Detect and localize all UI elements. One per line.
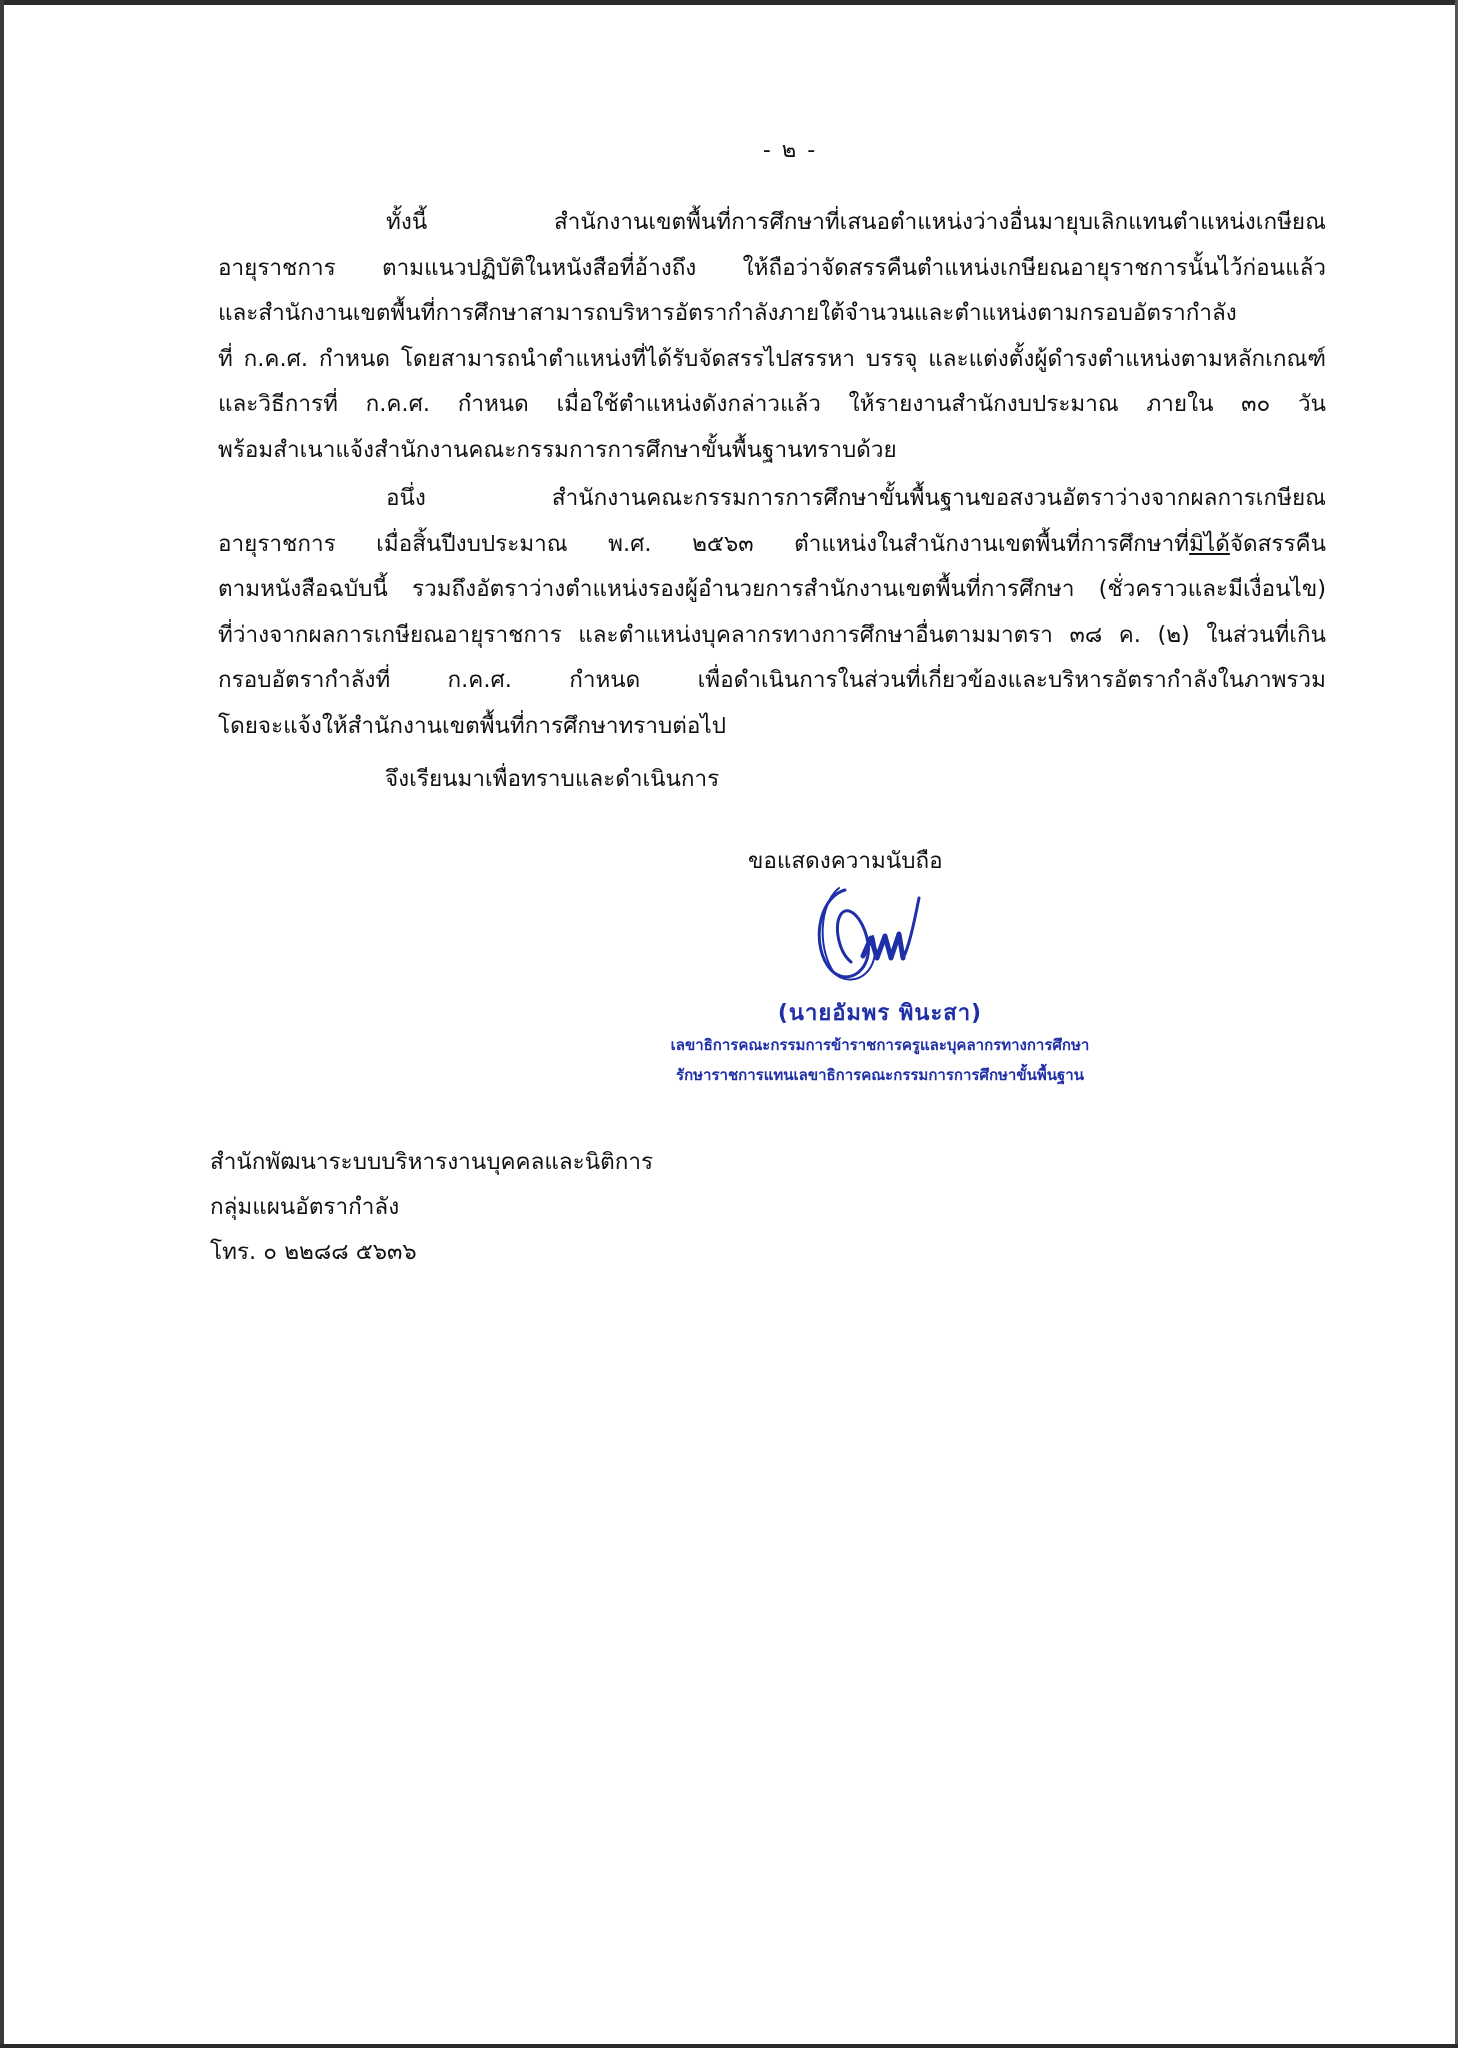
underlined-text: มิได้	[1189, 530, 1230, 557]
scan-edge-top	[0, 0, 1458, 5]
paragraph-line	[218, 522, 1326, 568]
closing-statement: จึงเรียนมาเพื่อทราบและดำเนินการ	[385, 766, 720, 792]
paragraph-line: ที่ ก.ค.ศ. กำหนด โดยสามารถนำตำแหน่งที่ได้รับจัดสรรไปสรรหา บรรจุ และแต่งตั้งผู้ดำรงตำแหน่งตามหลักเกณฑ์	[218, 345, 1326, 372]
contact-footer	[210, 1140, 653, 1275]
signatory-title: เลขาธิการคณะกรรมการข้าราชการครูและบุคลากรทางการศึกษา	[670, 1036, 1090, 1054]
scan-edge-left	[0, 0, 4, 2048]
paragraph-reservation	[218, 476, 1326, 749]
signatory-name: (นายอัมพร พินะสา)	[777, 1001, 983, 1026]
paragraph-line: และสำนักงานเขตพื้นที่การศึกษาสามารถบริหารอัตรากำลังภายใต้จำนวนและตำแหน่งตามกรอบอัตรากำลัง	[218, 300, 1237, 326]
page-number: - ๒ -	[762, 138, 818, 163]
courtesy-closing: ขอแสดงความนับถือ	[748, 848, 943, 874]
paragraph-line: กรอบอัตรากำลังที่ ก.ค.ศ. กำหนด เพื่อดำเนินการในส่วนที่เกี่ยวข้องและบริหารอัตรากำลังในภาพรวม	[218, 667, 1326, 693]
paragraph-line: โดยจะแจ้งให้สำนักงานเขตพื้นที่การศึกษาทราบต่อไป	[218, 712, 727, 739]
text-run: จัดสรรคืน	[1229, 530, 1326, 557]
phone-number: โทร. ๐ ๒๒๘๘ ๕๖๓๖	[210, 1239, 417, 1265]
handwritten-signature	[805, 878, 935, 988]
paragraph-line: อายุราชการ ตามแนวปฏิบัติในหนังสือที่อ้างถึง ให้ถือว่าจัดสรรคืนตำแหน่งเกษียณอายุราชการนั้นไว้ก่อนแล้ว	[218, 254, 1326, 281]
paragraph-line: และวิธีการที่ ก.ค.ศ. กำหนด เมื่อใช้ตำแหน่งดังกล่าวแล้ว ให้รายงานสำนักงบประมาณ ภายใน ๓๐ วัน	[218, 391, 1326, 417]
text-run: อายุราชการ เมื่อสิ้นปีงบประมาณ พ.ศ. ๒๕๖๓ ตำแหน่งในสำนักงานเขตพื้นที่การศึกษาที่	[218, 530, 1190, 557]
paragraph-line: ที่ว่างจากผลการเกษียณอายุราชการ และตำแหน่งบุคลากรทางการศึกษาอื่นตามมาตรา ๓๘ ค. (๒) ในส่วนที่เกิน	[218, 621, 1326, 648]
scan-edge-bottom	[0, 2044, 1458, 2048]
paragraph-line: ตามหนังสือฉบับนี้ รวมถึงอัตราว่างตำแหน่งรองผู้อำนวยการสำนักงานเขตพื้นที่การศึกษา (ชั่วคราวและมีเงื่อนไข)	[218, 576, 1326, 602]
group-name: กลุ่มแผนอัตรากำลัง	[210, 1194, 400, 1220]
office-name: สำนักพัฒนาระบบบริหารงานบุคคลและนิติการ	[210, 1149, 654, 1175]
signatory-acting-title: รักษาราชการแทนเลขาธิการคณะกรรมการการศึกษาขั้นพื้นฐาน	[676, 1066, 1084, 1084]
paragraph-line: ทั้งนี้ สำนักงานเขตพื้นที่การศึกษาที่เสนอตำแหน่งว่างอื่นมายุบเลิกแทนตำแหน่งเกษียณ	[386, 209, 1326, 235]
paragraph-allocation	[218, 200, 1326, 473]
paragraph-line: อนึ่ง สำนักงานคณะกรรมการการศึกษาขั้นพื้นฐานขอสงวนอัตราว่างจากผลการเกษียณ	[386, 485, 1326, 511]
paragraph-line: พร้อมสำเนาแจ้งสำนักงานคณะกรรมการการศึกษาขั้นพื้นฐานทราบด้วย	[218, 436, 897, 463]
